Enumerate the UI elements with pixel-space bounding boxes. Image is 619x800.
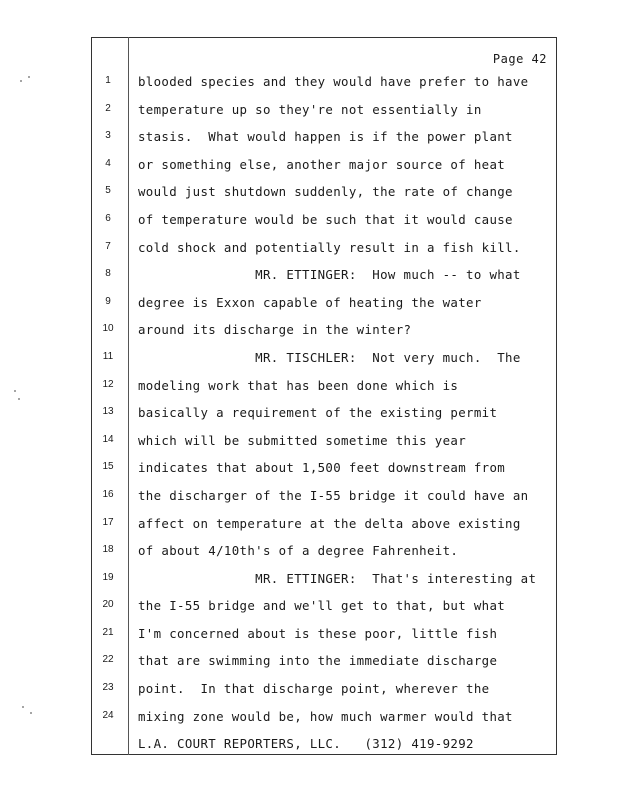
transcript-line	[0, 265, 619, 293]
line-number: 10	[102, 323, 114, 335]
line-number: 7	[105, 240, 111, 252]
line-text: affect on temperature at the delta above existing	[138, 515, 521, 531]
transcript-line	[0, 155, 619, 183]
line-text: mixing zone would be, how much warmer would that	[138, 708, 513, 724]
line-number: 11	[102, 350, 114, 362]
line-number: 3	[105, 130, 111, 142]
line-text: the I-55 bridge and we'll get to that, but what	[138, 598, 506, 614]
line-text: point. In that discharge point, wherever the	[138, 681, 490, 697]
line-text: basically a requirement of the existing permit	[138, 405, 498, 421]
line-number: 16	[102, 488, 114, 500]
line-number: 15	[102, 461, 114, 473]
line-number: 4	[105, 157, 111, 169]
line-text: or something else, another major source of heat	[138, 156, 506, 172]
transcript-line	[0, 707, 619, 735]
transcript-line	[0, 514, 619, 542]
transcript-line	[0, 624, 619, 652]
line-text: modeling work that has been done which is	[138, 377, 459, 393]
line-number: 13	[102, 406, 114, 418]
line-number: 2	[105, 102, 111, 114]
scan-speck	[28, 76, 30, 78]
line-number: 24	[102, 709, 114, 721]
line-text: I'm concerned about is these poor, little fish	[138, 625, 498, 641]
line-number: 12	[102, 378, 114, 390]
transcript-line	[0, 348, 619, 376]
line-text: temperature up so they're not essentially in	[138, 101, 482, 117]
transcript-line	[0, 486, 619, 514]
line-number: 18	[102, 544, 114, 556]
line-text: that are swimming into the immediate discharge	[138, 653, 498, 669]
transcript-line	[0, 210, 619, 238]
line-text: blooded species and they would have prefer to have	[138, 74, 529, 89]
line-text: MR. ETTINGER: How much -- to what	[138, 267, 521, 283]
line-text: around its discharge in the winter?	[138, 322, 412, 338]
line-number: 20	[102, 599, 114, 611]
scan-speck	[30, 712, 32, 714]
transcript-line	[0, 458, 619, 486]
transcript-line	[0, 651, 619, 679]
transcript-line	[0, 569, 619, 597]
scan-speck	[18, 398, 20, 400]
line-number: 14	[102, 433, 114, 445]
transcript-line	[0, 182, 619, 210]
page-number: Page 42	[492, 52, 547, 66]
line-number: 5	[105, 185, 111, 197]
court-reporter-footer: L.A. COURT REPORTERS, LLC. (312) 419-9292	[138, 736, 474, 751]
line-number: 22	[102, 654, 114, 666]
transcript-line	[0, 100, 619, 128]
transcript-lines	[0, 72, 619, 734]
line-text: of about 4/10th's of a degree Fahrenheit.	[138, 543, 459, 559]
line-text: of temperature would be such that it would cause	[138, 211, 513, 227]
scan-speck	[14, 390, 16, 392]
transcript-line	[0, 320, 619, 348]
transcript-line	[0, 238, 619, 266]
line-text: would just shutdown suddenly, the rate of change	[138, 184, 513, 200]
line-number: 21	[102, 626, 114, 638]
transcript-line	[0, 293, 619, 321]
line-text: indicates that about 1,500 feet downstream from	[138, 460, 506, 476]
line-text: which will be submitted sometime this year	[138, 432, 467, 448]
transcript-line	[0, 541, 619, 569]
line-number: 23	[102, 682, 114, 694]
line-text: MR. ETTINGER: That's interesting at	[138, 570, 537, 586]
line-text: cold shock and potentially result in a fish kill.	[138, 239, 521, 255]
line-text: MR. TISCHLER: Not very much. The	[138, 349, 521, 365]
line-text: the discharger of the I-55 bridge it could have an	[138, 487, 529, 503]
line-number: 8	[105, 268, 111, 280]
transcript-line	[0, 431, 619, 459]
scan-speck	[22, 706, 24, 708]
line-number: 9	[105, 295, 111, 307]
line-text: degree is Exxon capable of heating the water	[138, 294, 482, 310]
line-text: stasis. What would happen is if the power plant	[138, 129, 513, 145]
transcript-line	[0, 72, 619, 100]
transcript-line	[0, 679, 619, 707]
line-number: 1	[105, 75, 111, 86]
transcript-line	[0, 127, 619, 155]
transcript-line	[0, 596, 619, 624]
line-number: 19	[102, 571, 114, 583]
line-number: 6	[105, 212, 111, 224]
line-number: 17	[102, 516, 114, 528]
transcript-line	[0, 403, 619, 431]
transcript-line	[0, 376, 619, 404]
scan-speck	[20, 80, 22, 82]
